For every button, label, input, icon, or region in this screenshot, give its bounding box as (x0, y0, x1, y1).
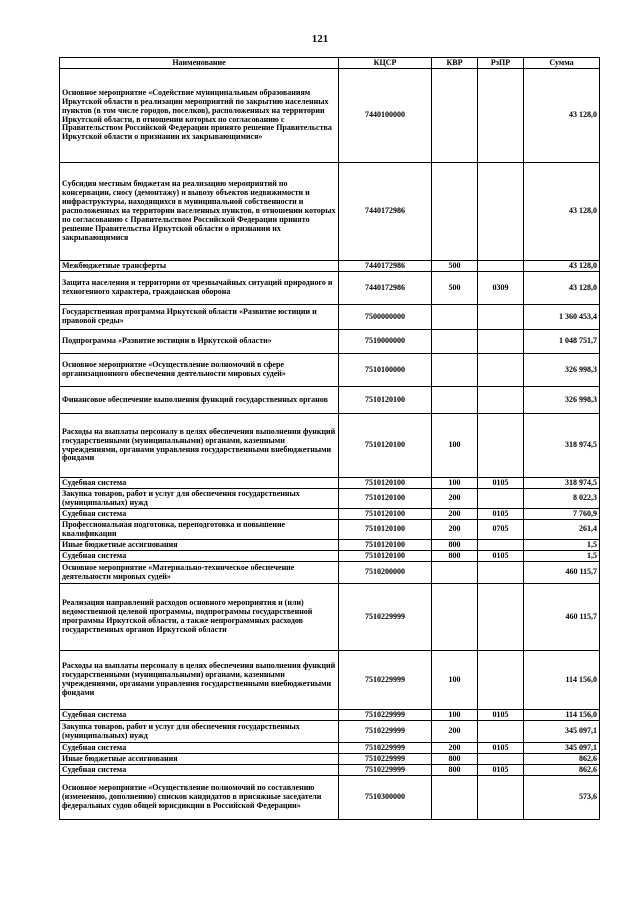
cell-name: Основное мероприятие «Содействие муниципальным образованиям Иркутской области в реализации мероприятий по закрытию населенных пунктов (в том числе городов, поселков), расположенных на территории Иркутской области, в отношении которых по согласованию с Правительством Российской Федерации принято решение Правительства Иркутской области о признании их закрывающимися» (60, 69, 339, 163)
cell-kcsr: 7510120100 (339, 414, 432, 478)
table-row (60, 743, 600, 754)
cell-rzpr: 0105 (478, 509, 524, 520)
cell-name: Профессиональная подготовка, переподготовка и повышение квалификации (60, 520, 339, 540)
cell-name: Защита населения и территории от чрезвычайных ситуаций природного и техногенного характера, гражданская оборона (60, 272, 339, 305)
cell-sum: 460 115,7 (524, 562, 600, 584)
cell-rzpr (478, 163, 524, 261)
cell-name: Закупка товаров, работ и услуг для обеспечения государственных (муниципальных) нужд (60, 721, 339, 743)
cell-rzpr: 0105 (478, 743, 524, 754)
table-row (60, 520, 600, 540)
cell-kvr (432, 387, 478, 414)
cell-kvr: 100 (432, 710, 478, 721)
cell-kvr: 200 (432, 520, 478, 540)
cell-rzpr (478, 776, 524, 820)
cell-kvr: 800 (432, 551, 478, 562)
cell-name: Судебная система (60, 765, 339, 776)
cell-name: Судебная система (60, 710, 339, 721)
cell-kvr: 100 (432, 414, 478, 478)
cell-rzpr: 0105 (478, 551, 524, 562)
cell-kvr: 200 (432, 721, 478, 743)
cell-kvr: 100 (432, 478, 478, 489)
cell-kvr (432, 305, 478, 330)
table-row (60, 551, 600, 562)
cell-name: Расходы на выплаты персоналу в целях обеспечения выполнения функций государственными (муниципальными) органами, казенными учреждениями, органами управления государственными внебюджетными фондами (60, 651, 339, 710)
table-row (60, 754, 600, 765)
cell-sum: 326 998,3 (524, 354, 600, 387)
header-name: Наименование (60, 58, 339, 69)
table-row (60, 584, 600, 651)
cell-name: Основное мероприятие «Осуществление полномочий по составлению (изменению, дополнению) списков кандидатов в присяжные заседатели федеральных судов общей юрисдикции в Российской Федерации» (60, 776, 339, 820)
cell-kcsr: 7510229999 (339, 765, 432, 776)
table-row (60, 387, 600, 414)
cell-kvr (432, 562, 478, 584)
cell-kcsr: 7510229999 (339, 754, 432, 765)
cell-kcsr: 7440172986 (339, 272, 432, 305)
table-row (60, 163, 600, 261)
cell-sum: 261,4 (524, 520, 600, 540)
cell-kvr (432, 584, 478, 651)
table-row (60, 305, 600, 330)
cell-name: Иные бюджетные ассигнования (60, 540, 339, 551)
cell-kvr: 200 (432, 743, 478, 754)
cell-rzpr: 0705 (478, 520, 524, 540)
cell-name: Судебная система (60, 509, 339, 520)
cell-sum: 7 760,9 (524, 509, 600, 520)
cell-rzpr (478, 330, 524, 354)
cell-sum: 460 115,7 (524, 584, 600, 651)
header-kcsr: КЦСР (339, 58, 432, 69)
table-row (60, 651, 600, 710)
table-row (60, 272, 600, 305)
cell-rzpr (478, 721, 524, 743)
cell-sum: 326 998,3 (524, 387, 600, 414)
cell-kvr: 200 (432, 489, 478, 509)
cell-sum: 1,5 (524, 551, 600, 562)
cell-rzpr: 0105 (478, 765, 524, 776)
table-row (60, 69, 600, 163)
cell-kvr (432, 330, 478, 354)
cell-kcsr: 7510229999 (339, 743, 432, 754)
cell-kvr: 100 (432, 651, 478, 710)
cell-name: Иные бюджетные ассигнования (60, 754, 339, 765)
cell-rzpr (478, 754, 524, 765)
cell-name: Закупка товаров, работ и услуг для обеспечения государственных (муниципальных) нужд (60, 489, 339, 509)
cell-sum: 114 156,0 (524, 710, 600, 721)
cell-kcsr: 7510000000 (339, 330, 432, 354)
cell-kcsr: 7510229999 (339, 710, 432, 721)
cell-rzpr: 0309 (478, 272, 524, 305)
table-row (60, 710, 600, 721)
page-number: 121 (311, 33, 329, 45)
cell-rzpr: 0105 (478, 710, 524, 721)
cell-rzpr (478, 69, 524, 163)
cell-name: Судебная система (60, 743, 339, 754)
cell-rzpr (478, 354, 524, 387)
cell-kvr: 800 (432, 765, 478, 776)
cell-kvr (432, 163, 478, 261)
table-row (60, 721, 600, 743)
cell-rzpr (478, 414, 524, 478)
cell-kcsr: 7510120100 (339, 387, 432, 414)
cell-name: Финансовое обеспечение выполнения функций государственных органов (60, 387, 339, 414)
cell-sum: 345 097,1 (524, 743, 600, 754)
cell-kcsr: 7510120100 (339, 489, 432, 509)
cell-rzpr (478, 305, 524, 330)
cell-sum: 43 128,0 (524, 69, 600, 163)
cell-kvr (432, 354, 478, 387)
table-row (60, 509, 600, 520)
table-header-row (60, 58, 600, 69)
cell-rzpr (478, 387, 524, 414)
cell-kvr: 500 (432, 261, 478, 272)
cell-kvr: 800 (432, 754, 478, 765)
table-row (60, 261, 600, 272)
cell-kcsr: 7510120100 (339, 478, 432, 489)
header-rzpr: РзПР (478, 58, 524, 69)
cell-kcsr: 7440172986 (339, 163, 432, 261)
cell-sum: 1 048 751,7 (524, 330, 600, 354)
cell-kcsr: 7510100000 (339, 354, 432, 387)
cell-rzpr (478, 489, 524, 509)
cell-kcsr: 7440100000 (339, 69, 432, 163)
cell-kvr: 800 (432, 540, 478, 551)
table-row (60, 540, 600, 551)
cell-name: Основное мероприятие «Материально-техническое обеспечение деятельности мировых судей» (60, 562, 339, 584)
cell-sum: 1,5 (524, 540, 600, 551)
cell-name: Реализация направлений расходов основного мероприятия и (или) ведомственной целевой программы, подпрограммы государственной программы Иркутской области, а также непрограммных расходов государственных органов Иркутской области (60, 584, 339, 651)
table-row (60, 489, 600, 509)
cell-kvr: 200 (432, 509, 478, 520)
table-row (60, 478, 600, 489)
cell-kvr (432, 776, 478, 820)
cell-name: Основное мероприятие «Осуществление полномочий в сфере организационного обеспечения деятельности мировых судей» (60, 354, 339, 387)
cell-kcsr: 7440172986 (339, 261, 432, 272)
cell-sum: 43 128,0 (524, 163, 600, 261)
cell-name: Государственная программа Иркутской области «Развитие юстиции и правовой среды» (60, 305, 339, 330)
cell-kcsr: 7510120100 (339, 509, 432, 520)
cell-rzpr (478, 562, 524, 584)
cell-name: Межбюджетные трансферты (60, 261, 339, 272)
cell-sum: 8 022,3 (524, 489, 600, 509)
table-row (60, 562, 600, 584)
cell-name: Подпрограмма «Развитие юстиции в Иркутской области» (60, 330, 339, 354)
cell-name: Судебная система (60, 551, 339, 562)
cell-rzpr (478, 540, 524, 551)
cell-sum: 573,6 (524, 776, 600, 820)
budget-table (59, 57, 600, 820)
cell-sum: 43 128,0 (524, 272, 600, 305)
cell-kcsr: 7510300000 (339, 776, 432, 820)
cell-kcsr: 7510229999 (339, 721, 432, 743)
cell-kcsr: 7500000000 (339, 305, 432, 330)
cell-sum: 862,6 (524, 754, 600, 765)
table-row (60, 330, 600, 354)
cell-sum: 1 360 453,4 (524, 305, 600, 330)
table-row (60, 776, 600, 820)
cell-kcsr: 7510229999 (339, 651, 432, 710)
cell-sum: 862,6 (524, 765, 600, 776)
cell-kcsr: 7510200000 (339, 562, 432, 584)
table-row (60, 354, 600, 387)
cell-kcsr: 7510120100 (339, 540, 432, 551)
cell-rzpr (478, 584, 524, 651)
cell-kvr: 500 (432, 272, 478, 305)
cell-name: Субсидия местным бюджетам на реализацию мероприятий по консервации, сносу (демонтажу) и вывозу объектов недвижимости и инфраструктуры, находящихся в муниципальной собственности и расположенных на территории населенных пунктов, в отношении которых по согласованию с Правительством Российской Федерации принято решение Правительства Иркутской области о признании их закрывающимися (60, 163, 339, 261)
cell-kcsr: 7510229999 (339, 584, 432, 651)
header-sum: Сумма (524, 58, 600, 69)
cell-sum: 318 974,5 (524, 414, 600, 478)
cell-sum: 318 974,5 (524, 478, 600, 489)
header-kvr: КВР (432, 58, 478, 69)
cell-rzpr (478, 261, 524, 272)
cell-kcsr: 7510120100 (339, 520, 432, 540)
table-row (60, 765, 600, 776)
cell-kcsr: 7510120100 (339, 551, 432, 562)
cell-name: Расходы на выплаты персоналу в целях обеспечения выполнения функций государственными (муниципальными) органами, казенными учреждениями, органами управления государственными внебюджетными фондами (60, 414, 339, 478)
cell-kvr (432, 69, 478, 163)
cell-rzpr: 0105 (478, 478, 524, 489)
cell-rzpr (478, 651, 524, 710)
table-row (60, 414, 600, 478)
cell-name: Судебная система (60, 478, 339, 489)
cell-sum: 345 097,1 (524, 721, 600, 743)
cell-sum: 43 128,0 (524, 261, 600, 272)
cell-sum: 114 156,0 (524, 651, 600, 710)
